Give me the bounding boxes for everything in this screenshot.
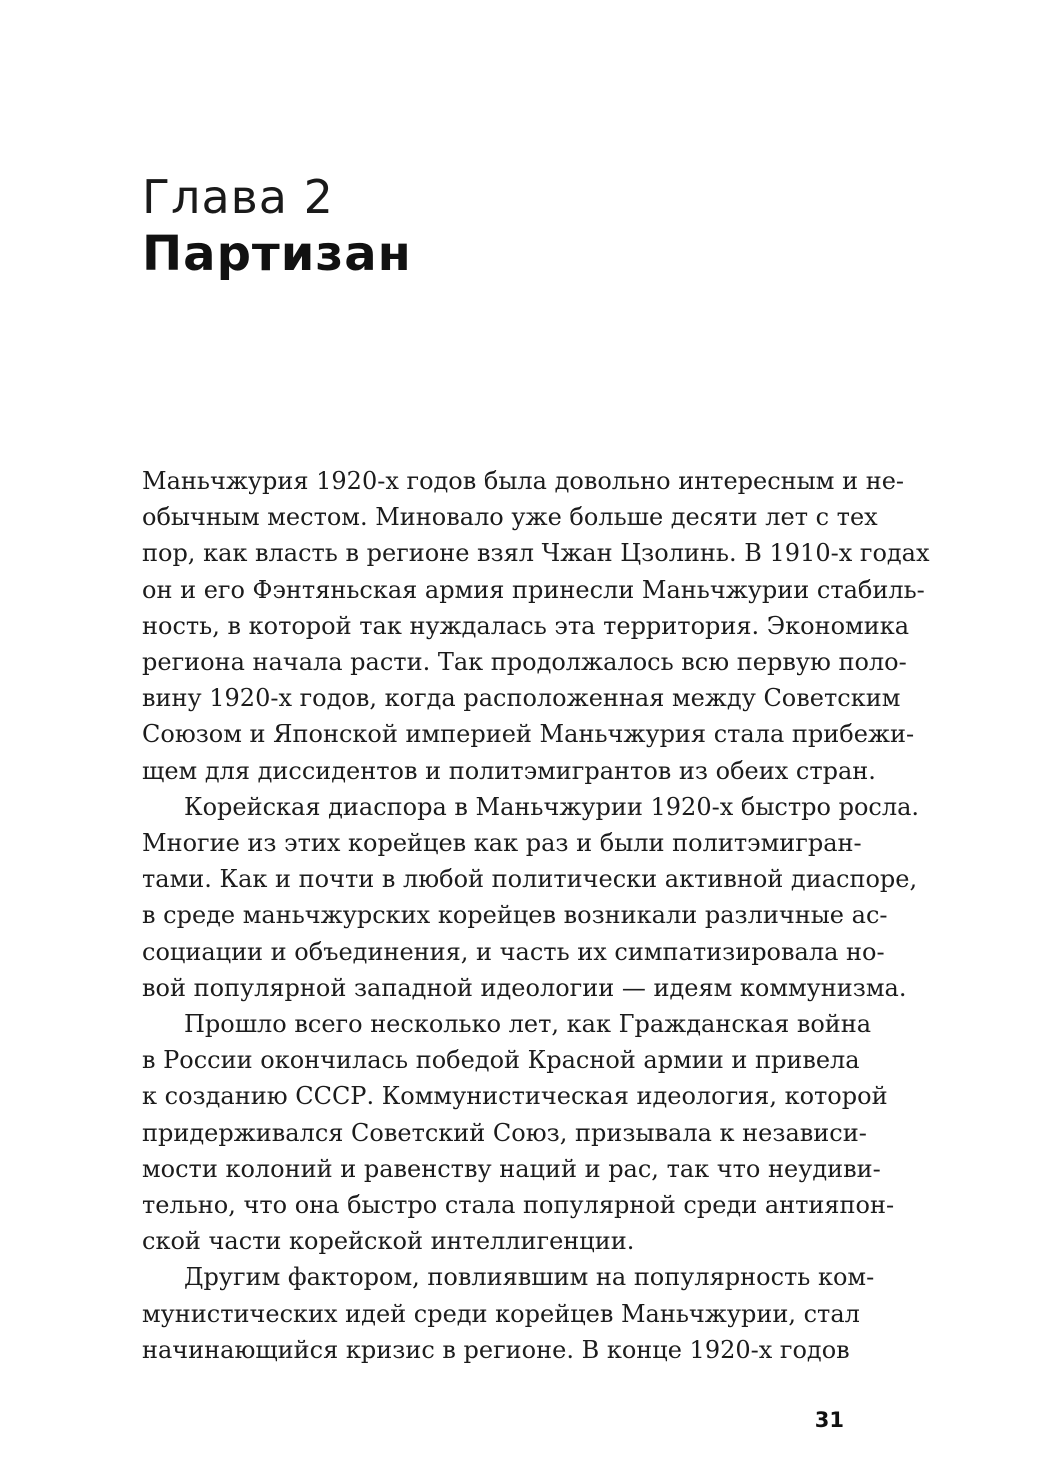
text-line: тельно, что она быстро стала популярной среди антияпон- bbox=[142, 1191, 895, 1220]
text-line: тами. Как и почти в любой политически активной диаспоре, bbox=[142, 865, 918, 894]
chapter-title: Партизан bbox=[142, 226, 412, 282]
text-line: к созданию СССР. Коммунистическая идеология, которой bbox=[142, 1082, 888, 1111]
text-line: вину 1920-х годов, когда расположенная между Советским bbox=[142, 684, 901, 713]
text-line: Другим фактором, повлиявшим на популярность ком- bbox=[184, 1263, 875, 1292]
text-line: Многие из этих корейцев как раз и были политэмигран- bbox=[142, 829, 862, 858]
text-line: щем для диссидентов и политэмигрантов из обеих стран. bbox=[142, 756, 876, 785]
text-line: Союзом и Японской империей Маньчжурия стала прибежи- bbox=[142, 720, 915, 749]
page-number: 31 bbox=[814, 1408, 844, 1432]
text-line: он и его Фэнтяньская армия принесли Маньчжурии стабиль- bbox=[142, 575, 925, 604]
text-line: социации и объединения, и часть их симпатизировала но- bbox=[142, 937, 885, 966]
text-line: в среде маньчжурских корейцев возникали различные ас- bbox=[142, 901, 888, 930]
text-line: ской части корейской интеллигенции. bbox=[142, 1227, 635, 1256]
text-line: обычным местом. Миновало уже больше десяти лет с тех bbox=[142, 503, 878, 532]
text-line: мунистических идей среди корейцев Маньчжурии, стал bbox=[142, 1299, 860, 1328]
text-line: мости колоний и равенству наций и рас, так что неудиви- bbox=[142, 1154, 881, 1183]
text-line: вой популярной западной идеологии — идеям коммунизма. bbox=[142, 973, 907, 1002]
text-line: Прошло всего несколько лет, как Гражданская война bbox=[184, 1010, 872, 1039]
text-line: пор, как власть в регионе взял Чжан Цзолинь. В 1910-х годах bbox=[142, 539, 930, 568]
text-line: Маньчжурия 1920-х годов была довольно интересным и не- bbox=[142, 467, 904, 495]
chapter-label: Глава 2 bbox=[142, 170, 334, 224]
text-line: в России окончилась победой Красной армии и привела bbox=[142, 1046, 860, 1075]
text-line: придерживался Советский Союз, призывала к независи- bbox=[142, 1118, 867, 1147]
text-line: начинающийся кризис в регионе. В конце 1920-х годов bbox=[142, 1335, 850, 1364]
text-line: региона начала расти. Так продолжалось всю первую поло- bbox=[142, 648, 907, 677]
text-line: ность, в которой так нуждалась эта территория. Экономика bbox=[142, 611, 910, 640]
body-text bbox=[142, 463, 930, 1368]
text-line: Корейская диаспора в Маньчжурии 1920-х быстро росла. bbox=[184, 792, 920, 821]
